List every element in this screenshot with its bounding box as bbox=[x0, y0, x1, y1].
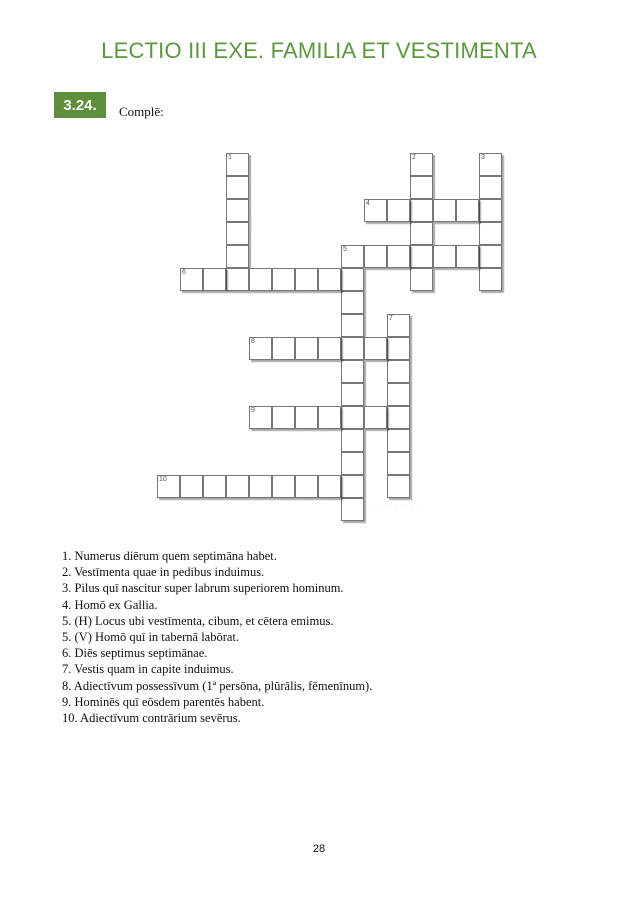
crossword-cell[interactable] bbox=[387, 429, 410, 452]
crossword-cell[interactable] bbox=[387, 475, 410, 498]
clue-list bbox=[62, 548, 372, 726]
crossword-cell[interactable] bbox=[387, 406, 410, 429]
crossword-cell[interactable] bbox=[318, 475, 341, 498]
crossword-cell[interactable] bbox=[387, 245, 410, 268]
crossword-cell[interactable] bbox=[272, 337, 295, 360]
page-number: 28 bbox=[312, 843, 326, 855]
clue-item: 5. (H) Locus ubi vestīmenta, cibum, et cētera emimus. bbox=[62, 613, 334, 628]
crossword-cell[interactable] bbox=[479, 199, 502, 222]
exercise-number-badge: 3.24. bbox=[54, 92, 106, 118]
crossword-cell[interactable] bbox=[433, 199, 456, 222]
crossword-cell[interactable] bbox=[272, 475, 295, 498]
clue-number-label: 7 bbox=[389, 315, 393, 322]
crossword-cell[interactable] bbox=[272, 268, 295, 291]
crossword-cell[interactable] bbox=[341, 337, 364, 360]
crossword-cell[interactable] bbox=[387, 383, 410, 406]
crossword-cell[interactable] bbox=[410, 153, 433, 176]
clue-number-label: 1 bbox=[228, 154, 232, 161]
crossword-cell[interactable] bbox=[180, 475, 203, 498]
crossword-cell[interactable] bbox=[341, 268, 364, 291]
clue-item: 8. Adiectīvum possessīvum (1ª persōna, plūrālis, fēmenīnum). bbox=[62, 678, 373, 693]
crossword-cell[interactable] bbox=[387, 314, 410, 337]
crossword-cell[interactable] bbox=[249, 475, 272, 498]
clue-item: 10. Adiectīvum contrārium sevērus. bbox=[62, 711, 241, 726]
crossword-cell[interactable] bbox=[341, 406, 364, 429]
crossword-cell[interactable] bbox=[341, 314, 364, 337]
clue-item: 2. Vestīmenta quae in pedibus induimus. bbox=[62, 565, 265, 580]
crossword-cell[interactable] bbox=[272, 406, 295, 429]
crossword-cell[interactable] bbox=[226, 176, 249, 199]
crossword-cell[interactable] bbox=[318, 268, 341, 291]
page-title: LECTIO III EXE. FAMILIA ET VESTIMENTA bbox=[101, 38, 537, 63]
crossword-cell[interactable] bbox=[341, 429, 364, 452]
crossword-cell[interactable] bbox=[341, 360, 364, 383]
faint-watermark-text: · · · · · · · · · · · · · bbox=[360, 503, 424, 509]
crossword-cell[interactable] bbox=[295, 475, 318, 498]
crossword-cell[interactable] bbox=[249, 406, 272, 429]
crossword-cell[interactable] bbox=[341, 452, 364, 475]
crossword-cell[interactable] bbox=[479, 245, 502, 268]
crossword-cell[interactable] bbox=[387, 199, 410, 222]
clue-number-label: 8 bbox=[251, 338, 255, 345]
crossword-cell[interactable] bbox=[410, 199, 433, 222]
crossword-cell[interactable] bbox=[295, 268, 318, 291]
crossword-cell[interactable] bbox=[341, 291, 364, 314]
crossword-cell[interactable] bbox=[203, 268, 226, 291]
clue-item: 5. (V) Homō quī in tabernā labōrat. bbox=[62, 630, 240, 645]
crossword-cell[interactable] bbox=[249, 268, 272, 291]
clue-number-label: 4 bbox=[366, 200, 370, 207]
crossword-cell[interactable] bbox=[387, 452, 410, 475]
crossword-cell[interactable] bbox=[410, 176, 433, 199]
crossword-cell[interactable] bbox=[479, 176, 502, 199]
crossword-cell[interactable] bbox=[226, 222, 249, 245]
crossword-cell[interactable] bbox=[226, 475, 249, 498]
crossword-cell[interactable] bbox=[226, 153, 249, 176]
crossword-cell[interactable] bbox=[387, 337, 410, 360]
clue-number-label: 9 bbox=[251, 407, 255, 414]
crossword-cell[interactable] bbox=[226, 245, 249, 268]
crossword-cell[interactable] bbox=[479, 268, 502, 291]
crossword-cell[interactable] bbox=[226, 268, 249, 291]
clue-item: 7. Vestis quam in capite induimus. bbox=[62, 662, 234, 677]
clue-number-label: 2 bbox=[412, 154, 416, 161]
crossword-cell[interactable] bbox=[341, 245, 364, 268]
clue-item: 9. Hominēs quī eōsdem parentēs habent. bbox=[62, 694, 265, 709]
crossword-cell[interactable] bbox=[456, 245, 479, 268]
crossword-cell[interactable] bbox=[364, 406, 387, 429]
exercise-instruction: Complē: bbox=[119, 104, 164, 119]
crossword-cell[interactable] bbox=[433, 245, 456, 268]
clue-number-label: 5 bbox=[343, 246, 347, 253]
crossword-cell[interactable] bbox=[341, 498, 364, 521]
crossword-cell[interactable] bbox=[364, 337, 387, 360]
crossword-cell[interactable] bbox=[364, 199, 387, 222]
crossword-cell[interactable] bbox=[295, 406, 318, 429]
crossword-cell[interactable] bbox=[410, 268, 433, 291]
crossword-cell[interactable] bbox=[410, 222, 433, 245]
crossword-cell[interactable] bbox=[479, 153, 502, 176]
clue-item: 6. Diēs septimus septimānae. bbox=[62, 646, 208, 661]
crossword-cell[interactable] bbox=[410, 245, 433, 268]
clue-item: 1. Numerus diērum quem septimāna habet. bbox=[62, 549, 277, 563]
crossword-cell[interactable] bbox=[341, 475, 364, 498]
clue-number-label: 3 bbox=[481, 154, 485, 161]
crossword-cell[interactable] bbox=[157, 475, 180, 498]
crossword-cell[interactable] bbox=[341, 383, 364, 406]
crossword-cell[interactable] bbox=[318, 406, 341, 429]
crossword-cell[interactable] bbox=[364, 245, 387, 268]
clue-item: 4. Homō ex Gallia. bbox=[62, 597, 158, 612]
clue-item: 3. Pilus quī nascitur super labrum superiorem hominum. bbox=[62, 581, 344, 596]
crossword-cell[interactable] bbox=[203, 475, 226, 498]
clue-number-label: 10 bbox=[159, 476, 167, 483]
crossword-cell[interactable] bbox=[456, 199, 479, 222]
crossword-cell[interactable] bbox=[387, 360, 410, 383]
crossword-cell[interactable] bbox=[249, 337, 272, 360]
clue-number-label: 6 bbox=[182, 269, 186, 276]
crossword-cell[interactable] bbox=[479, 222, 502, 245]
crossword-cell[interactable] bbox=[180, 268, 203, 291]
crossword-cell[interactable] bbox=[226, 199, 249, 222]
crossword-cell[interactable] bbox=[295, 337, 318, 360]
crossword-cell[interactable] bbox=[318, 337, 341, 360]
